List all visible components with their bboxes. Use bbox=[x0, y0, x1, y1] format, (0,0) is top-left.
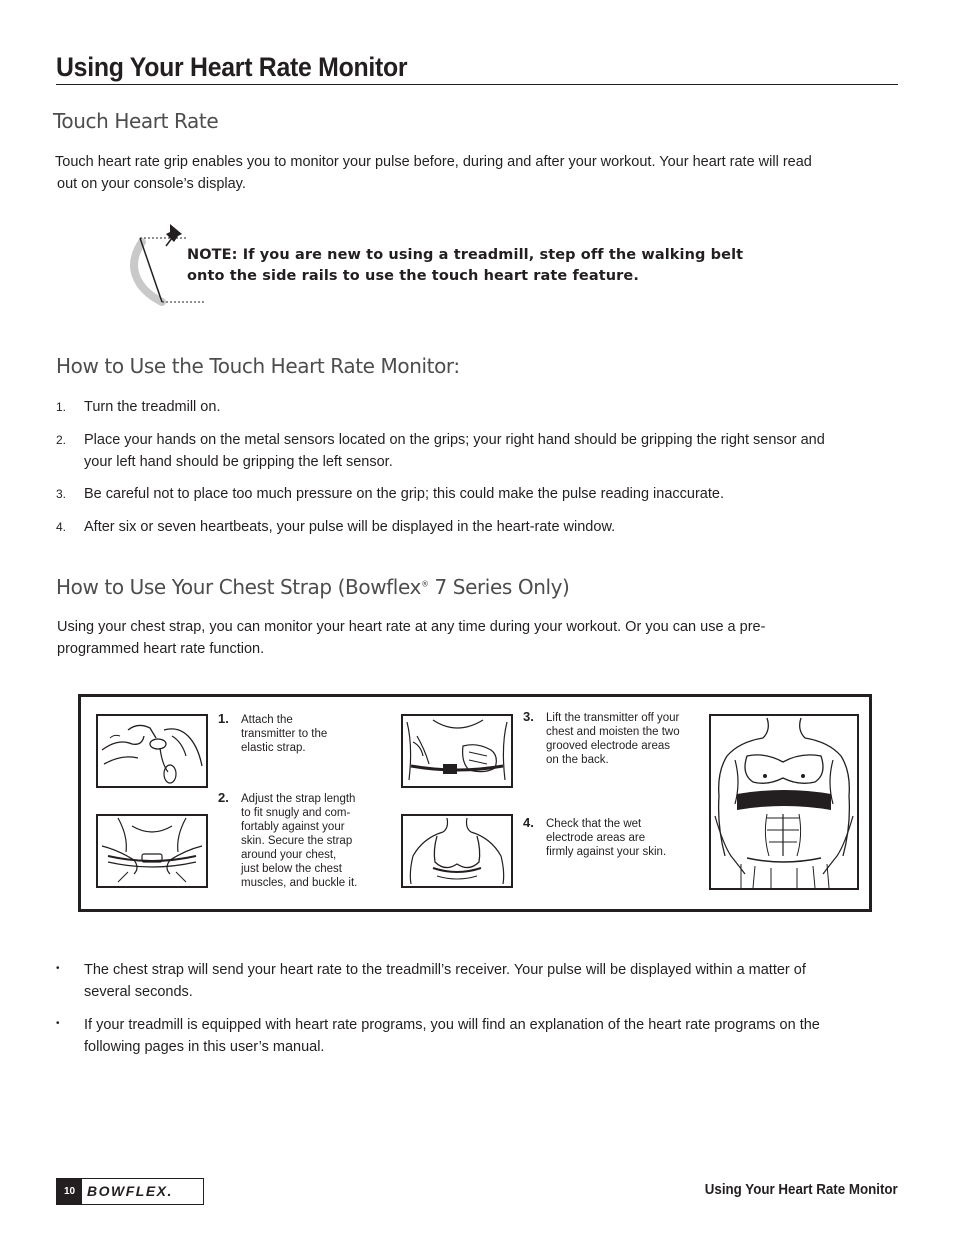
panel-step-4-text: Check that the wet electrode areas are firmly against your skin. bbox=[546, 818, 667, 858]
step-text: After six or seven heartbeats, your pulse will be displayed in the heart-rate window. bbox=[84, 519, 616, 535]
footer-brand-box bbox=[56, 1178, 204, 1205]
panel-step-3-text: Lift the transmitter off your chest and moisten the two grooved electrode areas on the back. bbox=[546, 712, 680, 766]
bullet-text-continued: following pages in this user’s manual. bbox=[84, 1039, 325, 1055]
step-number: 3. bbox=[56, 487, 67, 501]
page-number: 10 bbox=[57, 1179, 82, 1204]
panel-step-number: 2. bbox=[218, 790, 229, 805]
touch-heart-rate-heading: Touch Heart Rate bbox=[53, 109, 219, 133]
panel-step-number: 4. bbox=[523, 815, 534, 830]
footer-section-title: Using Your Heart Rate Monitor bbox=[705, 1182, 898, 1198]
bullet-mark: • bbox=[56, 963, 60, 974]
touch-intro-line-2: out on your console’s display. bbox=[57, 176, 246, 192]
torso-with-strap-illustration bbox=[709, 714, 859, 890]
step-number: 2. bbox=[56, 433, 67, 447]
attach-transmitter-illustration bbox=[96, 714, 208, 788]
bowflex-logo: BOWFLEX. bbox=[87, 1183, 173, 1199]
moisten-electrodes-illustration bbox=[401, 714, 513, 788]
title-divider bbox=[56, 84, 898, 85]
panel-step-number: 3. bbox=[523, 709, 534, 724]
bullet-text-continued: several seconds. bbox=[84, 984, 193, 1000]
panel-step-2-text: Adjust the strap length to fit snugly and com- fortably against your skin. Secure the strap around your chest, just below the chest muscles, and buckle it. bbox=[241, 793, 358, 889]
note-line-2: onto the side rails to use the touch heart rate feature. bbox=[187, 268, 639, 284]
bullet-mark: • bbox=[56, 1018, 60, 1029]
registered-mark: ® bbox=[420, 579, 429, 589]
how-touch-heading: How to Use the Touch Heart Rate Monitor: bbox=[56, 354, 460, 378]
panel-step-number: 1. bbox=[218, 711, 229, 726]
chest-intro-line-2: programmed heart rate function. bbox=[57, 641, 265, 657]
step-number: 1. bbox=[56, 400, 67, 414]
step-text: Turn the treadmill on. bbox=[84, 399, 221, 415]
bullet-text: The chest strap will send your heart rate to the treadmill’s receiver. Your pulse will be displayed within a matter of bbox=[84, 962, 806, 978]
secure-strap-illustration bbox=[96, 814, 208, 888]
page-title: Using Your Heart Rate Monitor bbox=[56, 52, 408, 82]
step-number: 4. bbox=[56, 520, 67, 534]
step-text: Be careful not to place too much pressure on the grip; this could make the pulse reading inaccurate. bbox=[84, 486, 724, 502]
chest-intro-line-1: Using your chest strap, you can monitor your heart rate at any time during your workout. Or you can use a pre- bbox=[57, 619, 766, 635]
touch-intro-line-1: Touch heart rate grip enables you to monitor your pulse before, during and after your workout. Your heart rate will read bbox=[55, 154, 812, 170]
step-text: Place your hands on the metal sensors located on the grips; your right hand should be gripping the right sensor and bbox=[84, 432, 825, 448]
strap-fitted-illustration bbox=[401, 814, 513, 888]
step-text-continued: your left hand should be gripping the left sensor. bbox=[84, 454, 393, 470]
bullet-text: If your treadmill is equipped with heart rate programs, you will find an explanation of the heart rate programs on the bbox=[84, 1017, 820, 1033]
chest-strap-instructions-panel bbox=[78, 694, 872, 912]
chest-strap-heading: How to Use Your Chest Strap (Bowflex® 7 Series Only) bbox=[56, 575, 570, 599]
note-line-1: NOTE: If you are new to using a treadmill, step off the walking belt bbox=[187, 247, 744, 263]
panel-step-1-text: Attach the transmitter to the elastic strap. bbox=[241, 714, 328, 754]
